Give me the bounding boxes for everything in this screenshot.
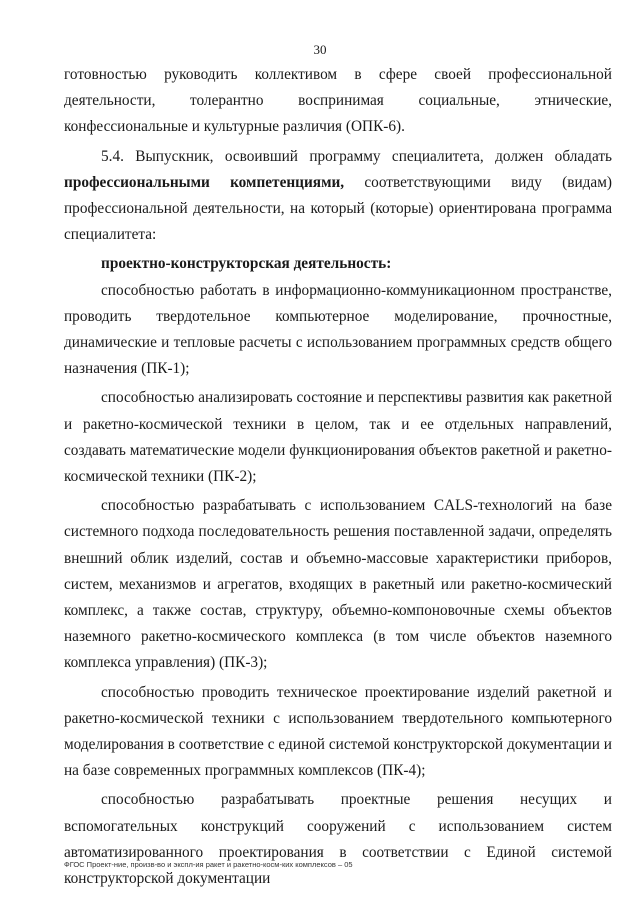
paragraph-5-4-rest: соответствующими виду (видам) профессиональной деятельности, на который (которые) ориентирована программа специалитета: — [64, 173, 612, 244]
paragraph-pk1: способностью работать в информационно-коммуникационном пространстве, проводить твердотельное компьютерное моделирование, прочностные, динамические и тепловые расчеты с использованием программных средств общего назначения (ПК-1); — [64, 281, 612, 378]
page-number: 30 — [313, 42, 327, 57]
paragraph-5-4-intro: 5.4. Выпускник, освоивший программу специалитета, должен обладать — [101, 147, 612, 165]
paragraph-pk4: способностью проводить техническое проектирование изделий ракетной и ракетно-космической техники с использованием твердотельного компьютерного моделирования в соответствие с единой системой конструкторской документации и на базе современных программных комплексов (ПК-4); — [64, 683, 612, 780]
section-heading: проектно-конструкторская деятельность: — [101, 255, 392, 273]
paragraph-pk2: способностью анализировать состояние и перспективы развития как ракетной и ракетно-космической техники в целом, так и ее отдельных направлений, создавать математические модели функционирования объектов ракетной и ракетно-космической техники (ПК-2); — [64, 389, 612, 486]
paragraph-5-4 — [64, 144, 612, 249]
page-footer: ФГОС Проект-ние, произв-во и экспл-ия ракет и ракетно-косм-ких комплексов – 05 — [64, 860, 353, 869]
professional-competencies-term: профессиональными компетенциями, — [64, 173, 345, 191]
paragraph-pk5: способностью разрабатывать проектные решения несущих и вспомогательных конструкций сооружений с использованием систем автоматизированного проектирования в соответствии с Единой системой конструкторской документации — [64, 791, 612, 888]
document-body — [64, 62, 612, 892]
paragraph-opk6: готовностью руководить коллективом в сфере своей профессиональной деятельности, толерантно воспринимая социальные, этнические, конфессиональные и культурные различия (ОПК-6). — [64, 66, 612, 136]
paragraph-pk3: способностью разрабатывать с использованием CALS-технологий на базе системного подхода последовательность решения поставленной задачи, определять внешний облик изделий, состав и объемно-массовые характеристики приборов, систем, механизмов и агрегатов, входящих в ракетный или ракетно-космический комплекс, а также состав, структуру, объемно-компоновочные схемы объектов наземного ракетно-космического комплекса (в том числе объектов наземного комплекса управления) (ПК-3); — [64, 497, 612, 672]
